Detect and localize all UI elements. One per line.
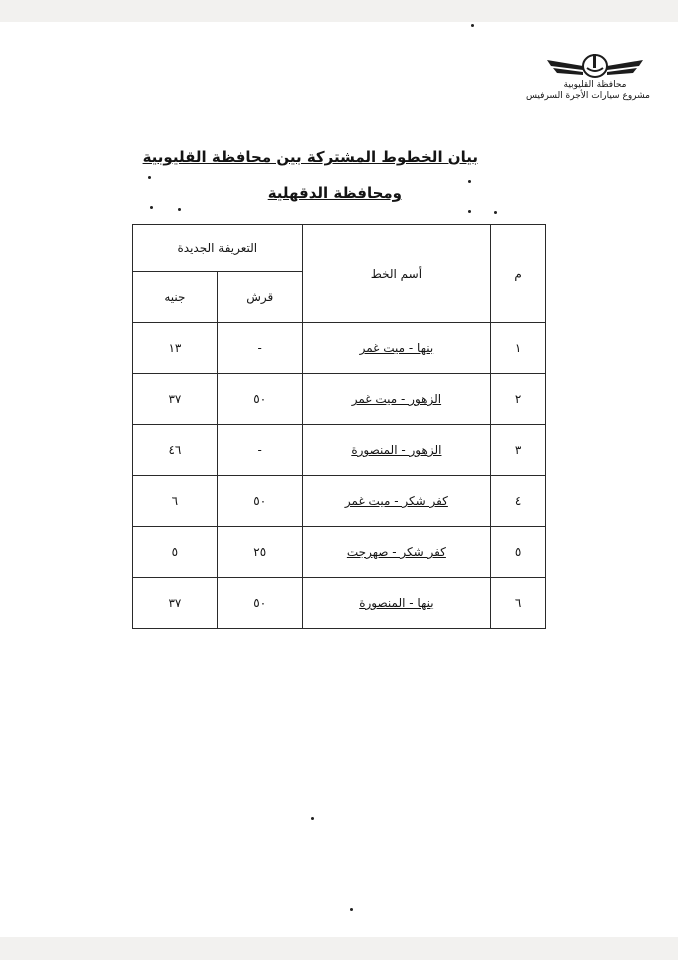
table-row (133, 323, 546, 374)
row-piasters: ٥٠ (217, 578, 302, 629)
page-title: بيان الخطوط المشتركة بين محافظة القليوبية (142, 148, 478, 166)
row-pounds: ٣٧ (133, 578, 218, 629)
row-line-name: الزهور - ميت غمر (302, 374, 491, 425)
row-pounds: ١٣ (133, 323, 218, 374)
header-number: م (491, 225, 546, 323)
shared-lines-table (132, 224, 546, 629)
scan-speck (350, 908, 353, 911)
scan-speck (494, 211, 497, 214)
scan-speck (468, 180, 471, 183)
scan-speck (178, 208, 181, 211)
row-line-name: بنها - المنصورة (302, 578, 491, 629)
row-line-name: الزهور - المنصورة (302, 425, 491, 476)
header-piasters: قرش (217, 272, 302, 323)
row-number: ٢ (491, 374, 546, 425)
row-number: ١ (491, 323, 546, 374)
table-row (133, 374, 546, 425)
table-header-row (133, 225, 546, 272)
logo-title: محافظة القليوبية (563, 80, 627, 90)
row-line-name: كفر شكر - صهرجت (302, 527, 491, 578)
table-row (133, 578, 546, 629)
scan-speck (150, 206, 153, 209)
scan-speck (311, 817, 314, 820)
row-piasters: ٥٠ (217, 476, 302, 527)
row-number: ٤ (491, 476, 546, 527)
header-new-fare: التعريفة الجديدة (133, 225, 303, 272)
scan-speck (468, 210, 471, 213)
logo-subtitle: مشروع سيارات الأجرة السرفيس (525, 91, 650, 101)
governorate-logo (525, 50, 650, 102)
row-number: ٥ (491, 527, 546, 578)
row-line-name: بنها - ميت غمر (302, 323, 491, 374)
row-piasters: - (217, 323, 302, 374)
table-row (133, 476, 546, 527)
row-piasters: ٥٠ (217, 374, 302, 425)
page-subtitle: ومحافظة الدقهلية (267, 184, 402, 202)
row-pounds: ٦ (133, 476, 218, 527)
document-page (0, 22, 678, 937)
row-number: ٦ (491, 578, 546, 629)
row-number: ٣ (491, 425, 546, 476)
table-row (133, 527, 546, 578)
row-pounds: ٣٧ (133, 374, 218, 425)
table-row (133, 425, 546, 476)
row-piasters: ٢٥ (217, 527, 302, 578)
header-line-name: أسم الخط (302, 225, 491, 323)
row-pounds: ٤٦ (133, 425, 218, 476)
row-piasters: - (217, 425, 302, 476)
header-pounds: جنيه (133, 272, 218, 323)
scan-speck (148, 176, 151, 179)
scan-speck (471, 24, 474, 27)
row-pounds: ٥ (133, 527, 218, 578)
row-line-name: كفر شكر - ميت غمر (302, 476, 491, 527)
wings-emblem-icon (545, 50, 645, 80)
